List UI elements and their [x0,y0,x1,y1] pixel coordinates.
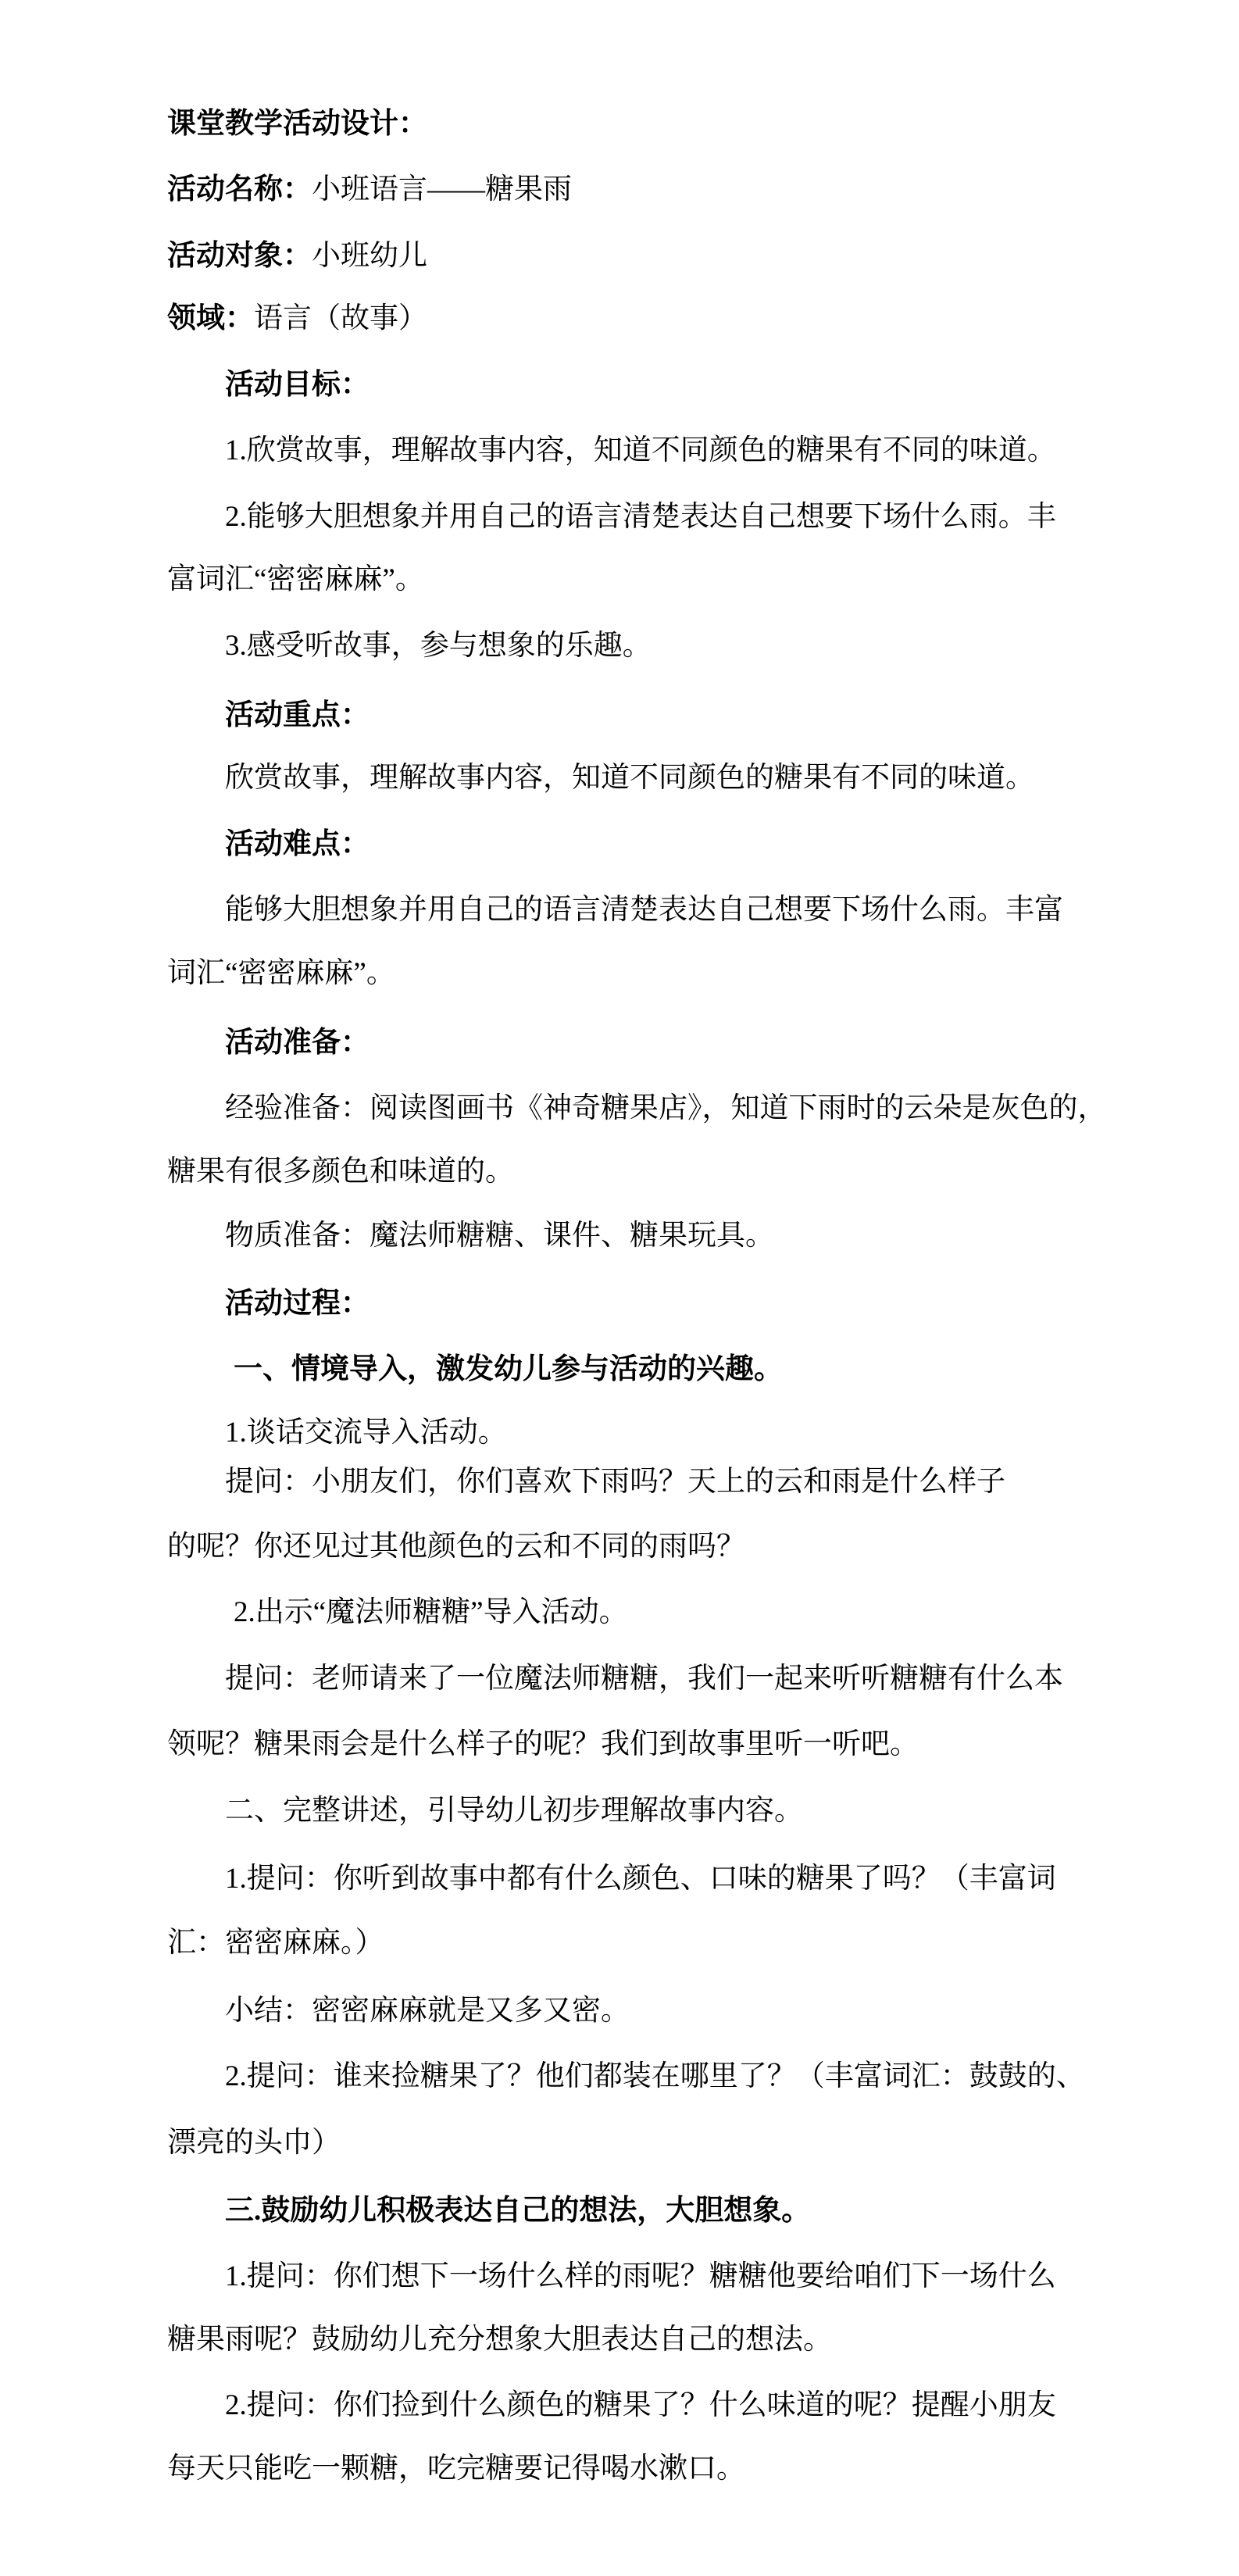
document-line [225,1284,370,1324]
line-text: 每天只能吃一颗糖，吃完糖要记得喝水漱口。 [167,2453,745,2485]
line-label: 活动名称： [167,173,312,205]
document-line [225,825,370,864]
document-line [225,2057,1085,2096]
line-label: 课堂教学活动设计： [167,108,427,140]
document-line [167,1725,919,1764]
document-line [225,1992,630,2031]
line-text: 提问：小朋友们，你们喜欢下雨吗？天上的云和雨是什么样子 [225,1466,1005,1498]
document-line [167,2124,341,2163]
document-line [167,954,395,993]
document-line [225,696,370,735]
line-text: 领呢？糖果雨会是什么样子的呢？我们到故事里听一听吧。 [167,1728,919,1760]
line-text: 小班语言——糖果雨 [312,173,572,205]
document-line [225,2386,1056,2425]
line-text: 经验准备：阅读图画书《神奇糖果店》，知道下雨时的云朵是灰色的， [225,1092,1107,1124]
line-text: 2.能够大胆想象并用自己的语言清楚表达自己想要下场什么雨。丰 [225,501,1056,533]
document-line [167,1527,745,1567]
line-text: 漂亮的头巾） [167,2127,341,2159]
document-line [167,237,427,276]
line-text: 1.提问：你们想下一场什么样的雨呢？糖糖他要给咱们下一场什么 [225,2260,1056,2292]
line-text: 小班幼儿 [312,240,427,272]
line-text: 2.提问：你们捡到什么颜色的糖果了？什么味道的呢？提醒小朋友 [225,2389,1056,2421]
line-text: 糖果雨呢？鼓励幼儿充分想象大胆表达自己的想法。 [167,2324,832,2356]
line-text: 小结：密密麻麻就是又多又密。 [225,1995,630,2027]
document-line [167,560,424,599]
document-line [225,627,652,666]
line-text: 二、完整讲述，引导幼儿初步理解故事内容。 [225,1795,803,1827]
line-text: 3.感受听故事，参与想象的乐趣。 [225,630,652,662]
document-line [225,2192,810,2231]
document-line [225,1024,370,1063]
document-line [167,299,427,338]
line-text: 2.出示“魔法师糖糖”导入活动。 [234,1596,628,1628]
document-line [225,431,1056,470]
line-text: 糖果有很多颜色和味道的。 [167,1156,514,1188]
line-label: 活动目标： [225,369,370,401]
line-label: 一、情境导入，激发幼儿参与活动的兴趣。 [234,1353,783,1385]
line-label: 领域： [167,302,254,334]
document-line [234,1593,628,1632]
document-line [225,759,1034,798]
document-line [225,1660,1063,1699]
line-text: 富词汇“密密麻麻”。 [167,563,424,595]
line-label: 活动过程： [225,1288,370,1320]
line-text: 提问：老师请来了一位魔法师糖糖，我们一起来听听糖糖有什么本 [225,1663,1063,1695]
line-text: 能够大胆想象并用自己的语言清楚表达自己想要下场什么雨。丰富 [225,894,1063,926]
document-line [225,366,370,405]
document-line [225,1860,1056,1899]
line-text: 词汇“密密麻麻”。 [167,957,395,989]
line-text: 汇：密密麻麻。） [167,1927,384,1959]
document-line [225,891,1063,930]
document-line [167,1924,384,1963]
document-line [167,2449,745,2488]
document-line [167,2321,832,2360]
line-label: 活动难点： [225,828,370,860]
document-line [225,1463,1005,1502]
line-label: 活动重点： [225,699,370,731]
line-text: 1.欣赏故事，理解故事内容，知道不同颜色的糖果有不同的味道。 [225,434,1056,466]
document-line [167,105,427,144]
document-line [225,1413,507,1452]
line-text: 2.提问：谁来捡糖果了？他们都装在哪里了？（丰富词汇：鼓鼓的、 [225,2060,1085,2092]
line-text: 1.提问：你听到故事中都有什么颜色、口味的糖果了吗？（丰富词 [225,1863,1056,1895]
document-line [225,1792,803,1831]
document-line [234,1350,783,1389]
document-line [225,1089,1107,1128]
line-label: 三.鼓励幼儿积极表达自己的想法，大胆想象。 [225,2195,811,2227]
document-line [167,1152,514,1192]
line-text: 的呢？你还见过其他颜色的云和不同的雨吗？ [167,1531,745,1563]
line-text: 1.谈话交流导入活动。 [225,1417,507,1449]
line-text: 欣赏故事，理解故事内容，知道不同颜色的糖果有不同的味道。 [225,762,1034,794]
line-text: 语言（故事） [254,302,427,334]
document-line [167,170,572,209]
line-label: 活动准备： [225,1027,370,1059]
document-line [225,2257,1056,2296]
line-label: 活动对象： [167,240,312,272]
document-line [225,498,1056,537]
line-text: 物质准备：魔法师糖糖、课件、糖果玩具。 [225,1220,774,1252]
document-line [225,1217,774,1256]
